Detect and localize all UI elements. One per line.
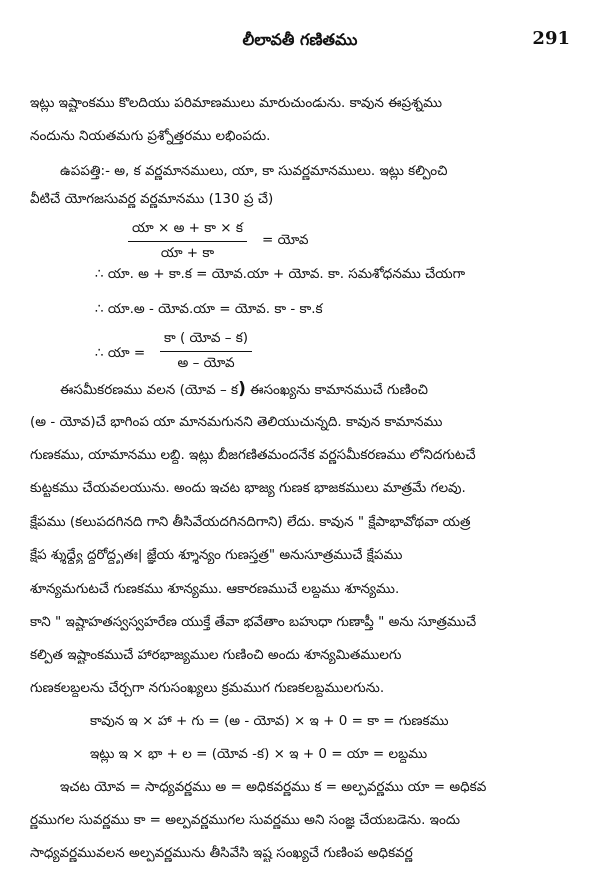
paragraph-line: కుట్టకము చేయవలయును. అందు ఇచట భాజ్య గుణక భాజకములు మాత్రమే గలవు. (30, 480, 466, 496)
paragraph-line: ఇట్లు ఇష్టాంకము కొలదియు పరిమాణములు మారుచుండును. కావున ఈప్రశ్నము (30, 95, 443, 111)
fraction-denominator: అ – యోవ (177, 355, 235, 371)
equation-fraction-1 (128, 220, 247, 264)
paragraph-line: క్షేప శ్శుధ్ధ్యే ద్ధరోద్ధృతః| జ్ఞేయ శ్శూన్యం గుణస్తత్ర" అనుసూత్రముచే క్షేపము (30, 547, 403, 563)
page-number: 291 (532, 28, 570, 49)
paragraph-line: గుణకలబ్దలను చేర్చగా నగుసంఖ్యలు క్రమముగ గుణకలబ్ధములగును. (30, 680, 385, 696)
paragraph-line: కాని " ఇష్టాహతస్వస్వహరేణ యుక్తే తేవా భవేతాం బహుధా గుణాప్తీ " అను సూత్రముచే (30, 614, 477, 630)
paragraph-line: ఇచట యోవ = సాధ్యవర్ణము అ = అధికవర్ణము క = అల్పవర్ణము యా = అధికవ (60, 779, 487, 795)
fraction-numerator: కా ( యోవ – క) (160, 330, 252, 352)
equation-line: ∴ యా. అ + కా.క = యోవ.యా + యోవ. కా. సమశోధనము చేయగా (95, 266, 466, 282)
page-header (0, 30, 600, 60)
paragraph-line: (అ - యోవ)చే భాగింప యా మానమగునని తెలియుచున్నది. కావున కామానము (30, 414, 443, 430)
paragraph-line: శూన్యమగుటచే గుణకము శూన్యము. ఆకారణముచే లబ్ధము శూన్యము. (30, 581, 400, 597)
fraction-numerator: యా × అ + కా × క (128, 220, 247, 242)
paragraph-line: వీటిచే యోగజసువర్ణ వర్ణమానము (130 ప్ర చే) (30, 191, 274, 207)
paragraph-line: ర్ణముగల సువర్ణము కా = అల్పవర్ణముగల సువర్ణము అని సంజ్ఞ చేయబడెను. ఇందు (30, 812, 461, 828)
equation-line: ∴ యా.అ - యోవ.యా = యోవ. కా - కా.క (95, 301, 323, 317)
paragraph-line (60, 380, 600, 399)
equation-line: కావున ఇ × హా + గు = (అ - యోవ) × ఇ + 0 = కా = గుణకము (90, 713, 449, 729)
equation-rhs: = యోవ (262, 232, 309, 248)
paragraph-line: క్షేపము (కలుపదగినది గాని తీసివేయదగినదిగాని) లేదు. కావున " క్షేపాభావోథవా యత్ర (30, 514, 471, 530)
text-segment: ఈసమీకరణము వలన (యోవ – క (60, 382, 239, 398)
equation-lhs: ∴ యా = (95, 345, 146, 361)
equation-fraction-2 (160, 330, 252, 374)
closing-paren: ) (238, 380, 246, 399)
paragraph-line: గుణకము, యామానము లబ్ధి. ఇట్లు బీజగణితమందనేక వర్ణసమీకరణము లోనిదగుటచే (30, 447, 476, 463)
paragraph-line: ఉపపత్తి:- అ, క వర్ణమానములు, యా, కా సువర్ణమానములు. ఇట్లు కల్పించి (60, 163, 448, 179)
fraction-denominator: యా + కా (160, 245, 215, 261)
text-segment: ఈసంఖ్యను కామానముచే గుణించి (245, 382, 428, 398)
paragraph-line: సాధ్యవర్ణమువలన అల్పవర్ణమును తీసివేసి ఇష్ట సంఖ్యచే గుణింప అధికవర్ణ (30, 845, 413, 861)
equation-line: ఇట్లు ఇ × భా + ల = (యోవ -క) × ఇ + 0 = యా = లబ్ధము (90, 746, 428, 762)
running-title: లీలావతీ గణితము (242, 30, 358, 49)
paragraph-line: కల్పిత ఇష్టాంకముచే హారభాజ్యముల గుణించి అందు శూన్యమితములగు (30, 647, 402, 663)
paragraph-line: నందును నియతమగు ప్రశ్నోత్తరము లభింపదు. (30, 128, 271, 144)
